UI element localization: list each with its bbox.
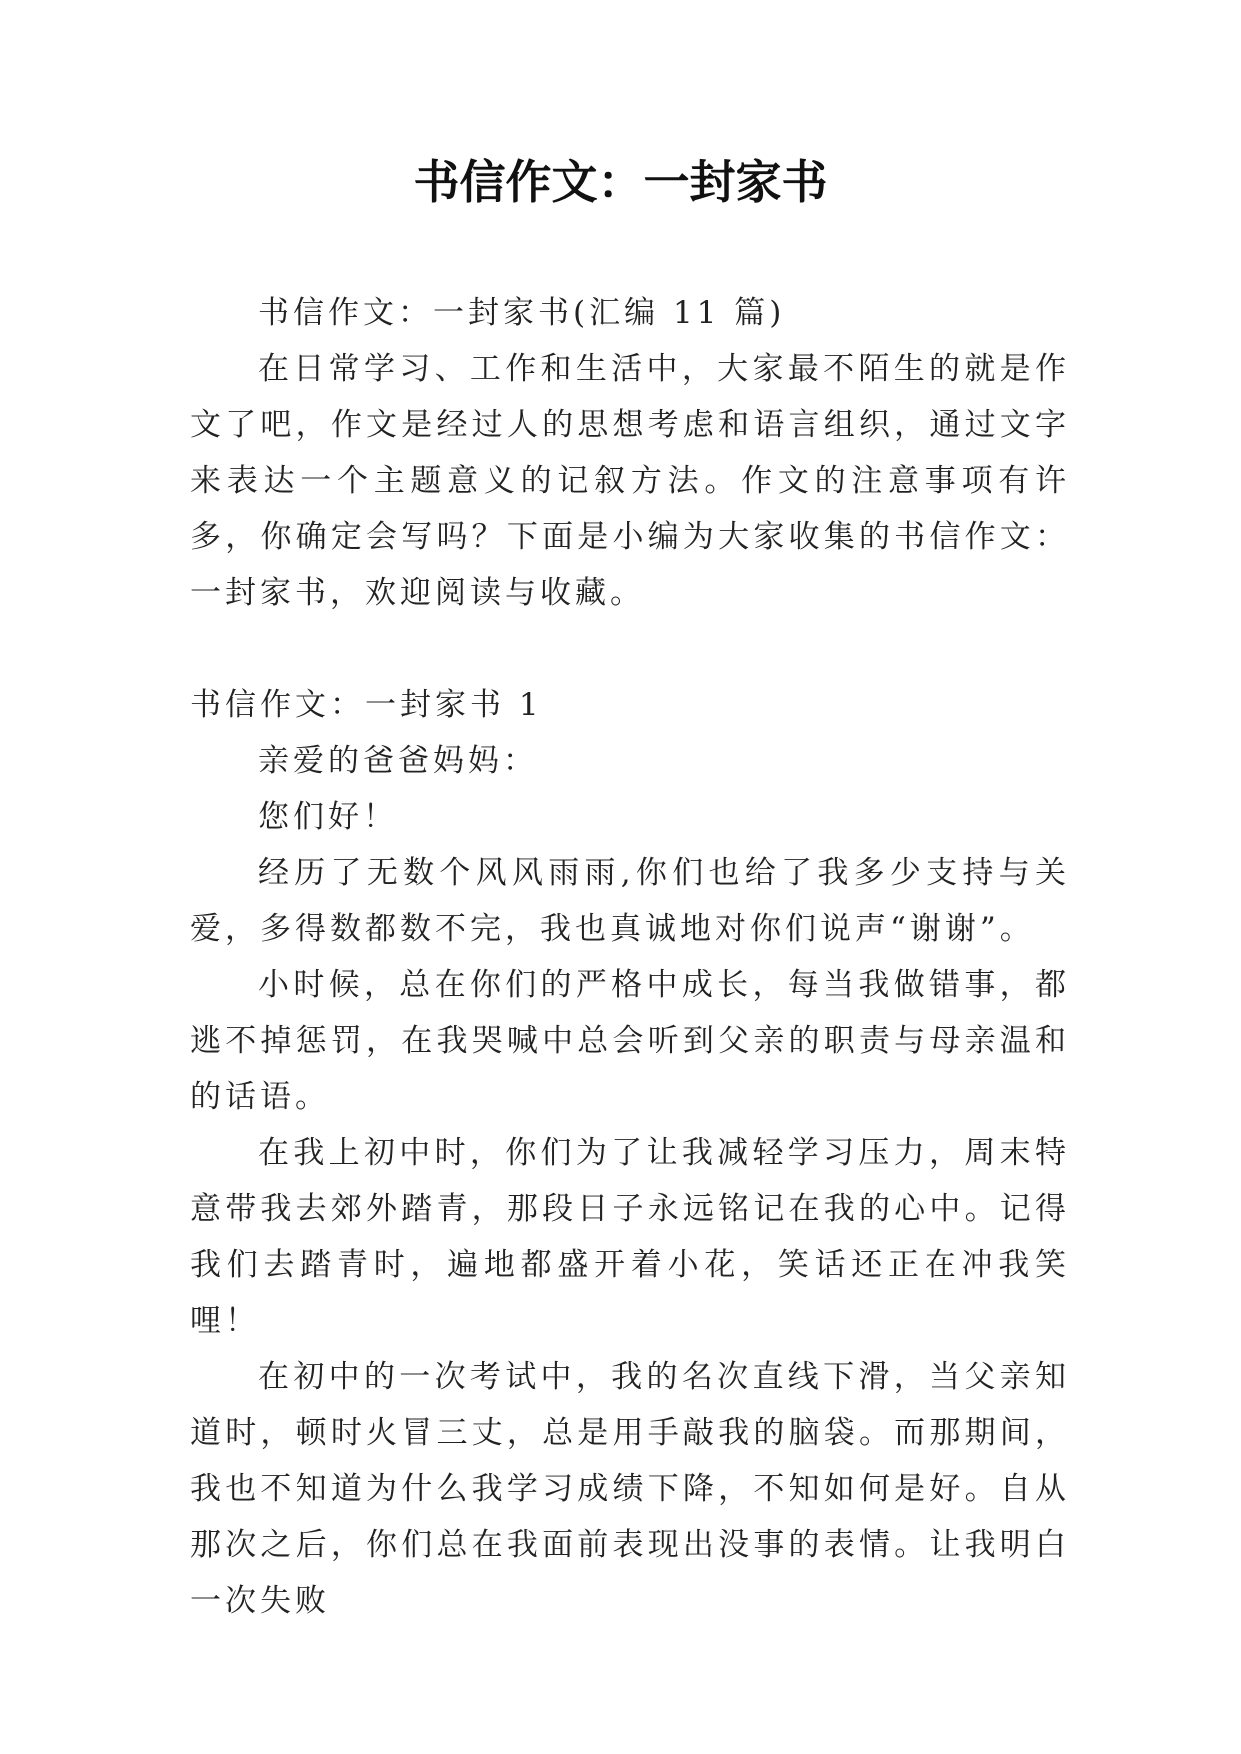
section-heading: 书信作文：一封家书 1 (190, 687, 543, 723)
subtitle-line: 书信作文：一封家书(汇编 11 篇) (258, 295, 786, 331)
letter-paragraph: 在我上初中时，你们为了让我减轻学习压力，周末特意带我去郊外踏青，那段日子永远铭记在我的心中。记得我们去踏青时，遍地都盛开着小花，笑话还正在冲我笑哩！ (190, 1135, 1070, 1339)
letter-greeting: 您们好！ (258, 799, 398, 835)
letter-paragraph: 小时候，总在你们的严格中成长，每当我做错事，都逃不掉惩罚，在我哭喊中总会听到父亲的职责与母亲温和的话语。 (190, 967, 1070, 1115)
intro-paragraph: 在日常学习、工作和生活中，大家最不陌生的就是作文了吧，作文是经过人的思想考虑和语言组织，通过文字来表达一个主题意义的记叙方法。作文的注意事项有许多，你确定会写吗？下面是小编为大家收集的书信作文：一封家书，欢迎阅读与收藏。 (190, 351, 1070, 611)
document-title: 书信作文：一封家书 (413, 155, 828, 209)
letter-salutation: 亲爱的爸爸妈妈： (258, 743, 538, 779)
letter-paragraph: 经历了无数个风风雨雨,你们也给了我多少支持与关爱，多得数都数不完，我也真诚地对你们说声“谢谢”。 (190, 855, 1070, 947)
letter-paragraph: 在初中的一次考试中，我的名次直线下滑，当父亲知道时，顿时火冒三丈，总是用手敲我的脑袋。而那期间，我也不知道为什么我学习成绩下降，不知如何是好。自从那次之后，你们总在我面前表现出没事的表情。让我明白一次失败 (190, 1359, 1070, 1619)
document-body (190, 285, 1070, 1629)
